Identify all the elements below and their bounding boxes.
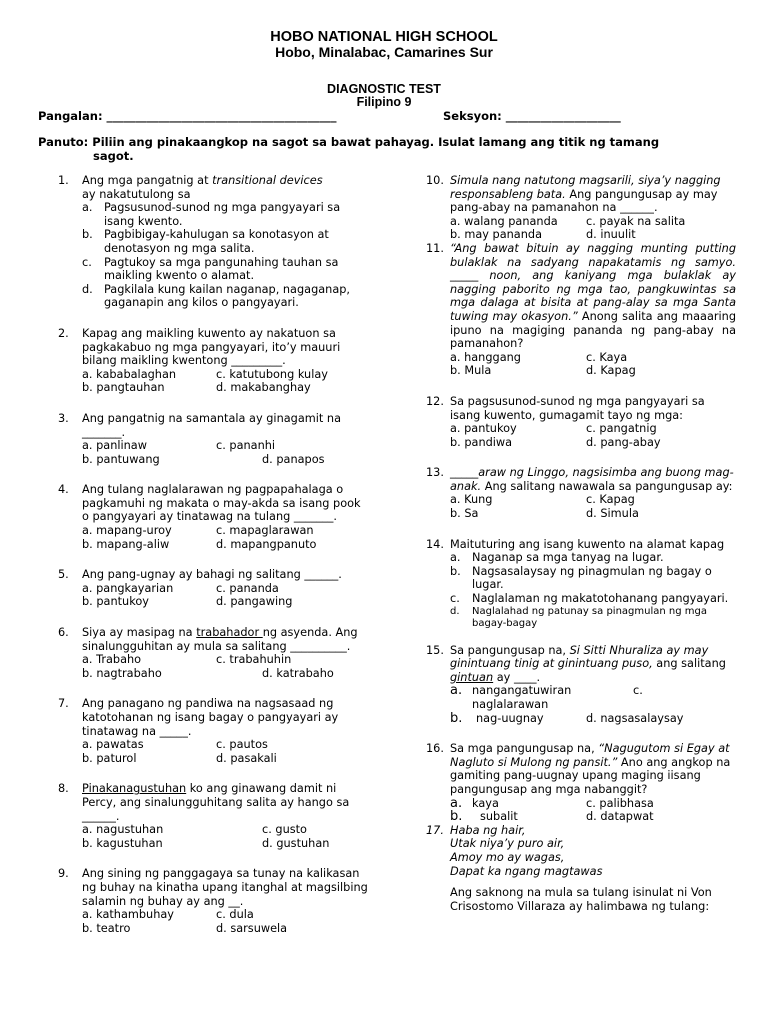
choices-row	[450, 712, 736, 726]
question-number: 3.	[58, 411, 69, 425]
poem-line: Utak niya’y puro air,	[450, 837, 565, 851]
choice-c: c. mapaglarawan	[216, 524, 314, 538]
student-info-row	[38, 110, 738, 124]
directions	[38, 135, 728, 163]
choice-b: b. mapang-aliw	[82, 537, 170, 551]
choices-row	[450, 364, 736, 378]
left-column	[58, 174, 368, 935]
choice-text: Pagkilala kung kailan naganap, nagaganap, gaganapin ang kilos o pangyayari.	[104, 282, 351, 310]
choices-row	[82, 837, 368, 851]
choices-row	[450, 228, 736, 242]
question-6	[58, 626, 368, 680]
underlined-word: Pinakanagustuhan	[82, 782, 187, 796]
question-italic-text: “Ang bawat bituin ay nagging munting putting bulaklak na sadyang napakatamis ng samyo. _____ noon, ang kaniyang mga bulaklak ay nagging paborito ng mga tao, pangkuwintas sa mga dalaga at bisita at pang-alay sa mga Santa tuwing may okasyon.”	[450, 241, 736, 323]
poem-line: Dapat ka ngang magtawas	[450, 864, 603, 878]
question-text: Sa pagsusunod-sunod ng mga pangyayari sa isang kuwento, gumagamit tayo ng mga:	[450, 394, 705, 422]
question-text	[450, 242, 736, 351]
choices-row	[82, 653, 368, 667]
choice-a: a. mapang-uroy	[82, 524, 172, 538]
question-17	[426, 824, 736, 914]
question-number: 8.	[58, 782, 69, 796]
right-column	[426, 174, 736, 913]
choice-c: c. dula	[216, 908, 254, 922]
choice-a: a. Trabaho	[82, 653, 142, 667]
question-text: Ang mga pangatnig at	[82, 174, 213, 187]
choice-d: d. sarsuwela	[216, 921, 288, 935]
choice-b: b. nagtrabaho	[82, 666, 162, 680]
choice-d: d. Kapag	[586, 364, 636, 378]
choice-b	[82, 228, 368, 255]
question-2	[58, 327, 368, 395]
choice-b: subalit	[480, 810, 518, 824]
choice-b: b. pantuwang	[82, 452, 160, 466]
question-text-part: Sa mga pangungusap na,	[450, 742, 599, 756]
choice-text: Pagbibigay-kahulugan sa konotasyon at denotasyon ng mga salita.	[104, 228, 329, 255]
question-text	[82, 782, 368, 823]
question-text-part: ko ang ginawang damit ni Percy, ang sinalungguhitang salita ay hango sa ______.	[82, 782, 350, 823]
choices-row	[82, 823, 368, 837]
choice-c: c. palibhasa	[586, 796, 654, 810]
choice-text: Pagsusunod-sunod ng mga pangyayari sa isang kwento.	[104, 201, 341, 228]
choice-b: b. kagustuhan	[82, 836, 163, 850]
choices-row	[450, 215, 736, 229]
choice-d: d. gustuhan	[262, 836, 330, 850]
choices-row	[82, 439, 368, 453]
choice-text: Naglalaman ng makatotohanang pangyayari.	[472, 592, 729, 606]
question-1	[58, 174, 368, 310]
question-8	[58, 782, 368, 850]
question-number: 9.	[58, 867, 69, 881]
choice-d: d. panapos	[262, 452, 325, 466]
choice-c: c. pangatnig	[586, 422, 657, 436]
question-13	[426, 466, 736, 520]
choices-row	[82, 368, 368, 382]
choice-c	[82, 256, 368, 283]
choice-a	[450, 551, 736, 565]
choice-b: b. Mula	[450, 364, 492, 378]
choices-row	[450, 810, 736, 824]
choice-c: c. payak na salita	[586, 214, 686, 228]
question-text: Kapag ang maikling kuwento ay nakatuon sa pagkakabuo ng mga pangyayari, ito’y mauuri bilang maikling kwentong _________.	[82, 326, 341, 368]
question-5	[58, 568, 368, 609]
answer-blank: _____	[450, 466, 479, 480]
question-italic-text: Simula nang natutong magsarili, siya’y nagging responsableng bata.	[450, 174, 721, 201]
choices-row	[82, 908, 368, 922]
choice-b: b. pandiwa	[450, 435, 513, 449]
question-text-part: Sa pangungusap na,	[450, 643, 570, 657]
question-number: 6.	[58, 626, 69, 640]
choice-letter: b.	[450, 809, 463, 825]
question-italic-text: transitional devices	[212, 174, 323, 187]
question-number: 2.	[58, 326, 69, 340]
choice-d: d. nagsasalaysay	[586, 711, 684, 725]
directions-text-cont: sagot.	[93, 149, 134, 163]
choice-b: b. pangtauhan	[82, 381, 165, 395]
question-text: ay nakatutulong sa	[82, 187, 191, 201]
question-number: 17.	[426, 823, 444, 837]
choice-a: a. pangkayarian	[82, 581, 174, 595]
choice-a: a. Kung	[450, 493, 493, 507]
choices-row	[82, 582, 368, 596]
choices-row	[82, 538, 368, 552]
choice-letter: c.	[82, 255, 92, 269]
question-text: Ang sining ng panggagaya sa tunay na kalikasan ng buhay na kinatha upang itanghal at magsilbing salamin ng buhay ay ang __.	[82, 867, 368, 908]
question-text: Ang saknong na mula sa tulang isinulat ni Von Crisostomo Villaraza ay halimbawa ng tulang:	[450, 886, 712, 913]
choice-letter: c.	[450, 592, 460, 606]
question-number: 1.	[58, 174, 69, 187]
directions-text: Piliin ang pinakaangkop na sagot sa bawat pahayag. Isulat lamang ang titik ng tamang	[92, 135, 660, 149]
question-number: 10.	[426, 174, 444, 187]
choices-row	[82, 752, 368, 766]
question-text	[450, 742, 736, 796]
choice-b: b. pantukoy	[82, 595, 149, 609]
choice-a: kaya	[472, 796, 499, 810]
choice-text: Naganap sa mga tanyag na lugar.	[472, 551, 664, 565]
choice-letter: b.	[450, 564, 461, 578]
choice-a: a. hanggang	[450, 350, 521, 364]
choice-c	[450, 592, 736, 606]
choice-d	[82, 283, 368, 310]
choices-row	[82, 922, 368, 936]
question-15	[426, 644, 736, 726]
choice-text: Pagtukoy sa mga pangunahing tauhan sa maikling kwento o alamat.	[104, 255, 339, 283]
test-title: DIAGNOSTIC TEST	[327, 82, 441, 96]
choice-a	[82, 201, 368, 228]
question-italic-text: Si Sitti Nhuraliza ay may ginintuang tinig at ginintuang puso,	[450, 643, 709, 671]
choice-c: c.	[633, 684, 643, 698]
choice-c: c. katutubong kulay	[216, 367, 328, 381]
choices-row	[82, 595, 368, 609]
question-text: Ang tulang naglalarawan ng pagpapahalaga o pagkamuhi ng makata o may-akda sa isang pook o pangyayari ay tinatawag na tulang _______.	[82, 483, 361, 524]
choice-a: a. kathambuhay	[82, 908, 174, 922]
choice-b: b. paturol	[82, 751, 137, 765]
question-italic-text: “Nagugutom si Egay at Nagluto si Mulong ng pansit.”	[450, 742, 730, 769]
question-10	[426, 174, 736, 242]
question-text-part: ang salitang	[652, 657, 726, 671]
choice-text: Naglalahad ng patunay sa pinagmulan ng mga bagay-bagay	[472, 605, 707, 629]
choice-letter: a.	[450, 795, 463, 811]
question-text-part: Ano ang angkop na gamiting pang-uugnay upang maging iisang pangungusap ang mga nabanggit?	[450, 755, 731, 796]
question-text-part: Anong salita ang maaaring ipuno na magiging pananda ng pang-abay na pamanahon?	[450, 309, 736, 351]
question-italic-text: araw ng Linggo, nagsisimba ang buong mag-anak.	[450, 466, 734, 493]
choice-text: Nagsasalaysay ng pinagmulan ng bagay o lugar.	[472, 564, 712, 592]
choice-c: c. pananhi	[216, 439, 276, 453]
question-9	[58, 867, 368, 935]
subject-title: Filipino 9	[356, 95, 412, 109]
choices-row	[82, 381, 368, 395]
question-number: 11.	[426, 241, 444, 255]
question-text-part: ay ____.	[493, 670, 541, 684]
school-name: HOBO NATIONAL HIGH SCHOOL	[270, 29, 498, 45]
question-text	[82, 626, 368, 653]
choices-row	[82, 667, 368, 681]
question-number: 13.	[426, 466, 444, 480]
choice-letter: a.	[450, 683, 463, 699]
choice-c: c. trabahuhin	[216, 653, 292, 667]
choice-d: d. mapangpanuto	[216, 537, 317, 551]
question-number: 14.	[426, 537, 444, 551]
choices-row	[450, 436, 736, 450]
question-text	[450, 644, 736, 685]
choice-c-text: naglalarawan	[472, 698, 549, 711]
question-number: 4.	[58, 483, 69, 497]
choice-a: a. nagustuhan	[82, 823, 164, 837]
choice-b: b. Sa	[450, 507, 479, 521]
question-text: Ang pangatnig na samantala ay ginagamit na _______.	[82, 411, 341, 439]
choice-c: c. pananda	[216, 581, 279, 595]
question-number: 7.	[58, 697, 69, 711]
choice-d: d. makabanghay	[216, 381, 311, 395]
directions-label: Panuto:	[38, 135, 89, 149]
choices-row	[450, 684, 736, 698]
choices-row	[82, 738, 368, 752]
choices-row	[450, 351, 736, 365]
question-text: Maituturing ang isang kuwento na alamat kapag	[450, 537, 725, 551]
question-12	[426, 395, 736, 449]
choice-b	[450, 565, 736, 592]
section-field-label: Seksyon: ____________________	[443, 109, 621, 123]
question-14	[426, 538, 736, 630]
question-text-part: Ang pangungusap ay may pang-abay na pamanahon na ______.	[450, 187, 718, 215]
school-address: Hobo, Minalabac, Camarines Sur	[275, 44, 493, 60]
choice-d: d. pangawing	[216, 595, 293, 609]
underlined-word: gintuan	[450, 670, 494, 684]
question-4	[58, 483, 368, 551]
question-11	[426, 242, 736, 378]
choice-c: c. pautos	[216, 738, 268, 752]
poem-line: Haba ng hair,	[450, 823, 526, 837]
question-text	[450, 174, 736, 215]
choice-c: c. gusto	[262, 823, 307, 837]
choices-row	[450, 797, 736, 811]
choice-b: b. teatro	[82, 921, 131, 935]
choice-d: d. pasakali	[216, 751, 277, 765]
choice-b: b. may pananda	[450, 228, 542, 242]
choice-c: c. Kapag	[586, 493, 635, 507]
choices-row	[450, 507, 736, 521]
choice-letter: a.	[450, 551, 461, 565]
name-field-label: Pangalan: ________________________________________	[38, 109, 337, 123]
choices-row	[450, 422, 736, 436]
question-number: 5.	[58, 568, 69, 582]
question-text-part: Siya ay masipag na	[82, 626, 197, 640]
question-text-part: Ang salitang nawawala sa pangungusap ay:	[481, 479, 733, 493]
choice-letter: d.	[450, 605, 460, 617]
choice-a: nangangatuwiran	[472, 684, 572, 698]
choice-letter: a.	[82, 201, 93, 215]
choice-letter: b.	[450, 710, 463, 726]
choice-b: nag-uugnay	[476, 711, 544, 725]
question-text: Ang pang-ugnay ay bahagi ng salitang ______.	[82, 568, 342, 582]
choice-a: a. panlinaw	[82, 439, 147, 453]
choice-letter: d.	[82, 282, 93, 296]
choice-d: d. inuulit	[586, 228, 636, 242]
choice-d: d. datapwat	[586, 810, 654, 824]
question-number: 12.	[426, 394, 444, 408]
choices-row	[450, 493, 736, 507]
choices-row	[82, 524, 368, 538]
question-text: Ang panagano ng pandiwa na nagsasaad ng katotohanan ng isang bagay o pangyayari ay tinatawag na _____.	[82, 697, 339, 738]
choice-d: d. pang-abay	[586, 435, 661, 449]
choice-a: a. walang pananda	[450, 214, 558, 228]
choices-row	[82, 453, 368, 467]
choices-row	[450, 698, 736, 712]
choice-a: a. pantukoy	[450, 422, 517, 436]
underlined-word: trabahador	[196, 626, 263, 640]
choice-d: d. Simula	[586, 507, 639, 521]
question-number: 15.	[426, 643, 444, 657]
poem-line: Amoy mo ay wagas,	[450, 850, 565, 864]
choice-c: c. Kaya	[586, 350, 628, 364]
choice-d: d. katrabaho	[262, 666, 334, 680]
question-3	[58, 412, 368, 466]
question-text	[450, 466, 736, 493]
question-text-part: ng asyenda. Ang sinalungguhitan ay mula sa salitang __________.	[82, 626, 358, 653]
question-number: 16.	[426, 742, 444, 756]
question-7	[58, 697, 368, 765]
choice-letter: b.	[82, 228, 93, 242]
choice-a: a. pawatas	[82, 738, 144, 752]
choice-d	[450, 606, 736, 630]
question-16	[426, 742, 736, 824]
choice-a: a. kababalaghan	[82, 367, 177, 381]
